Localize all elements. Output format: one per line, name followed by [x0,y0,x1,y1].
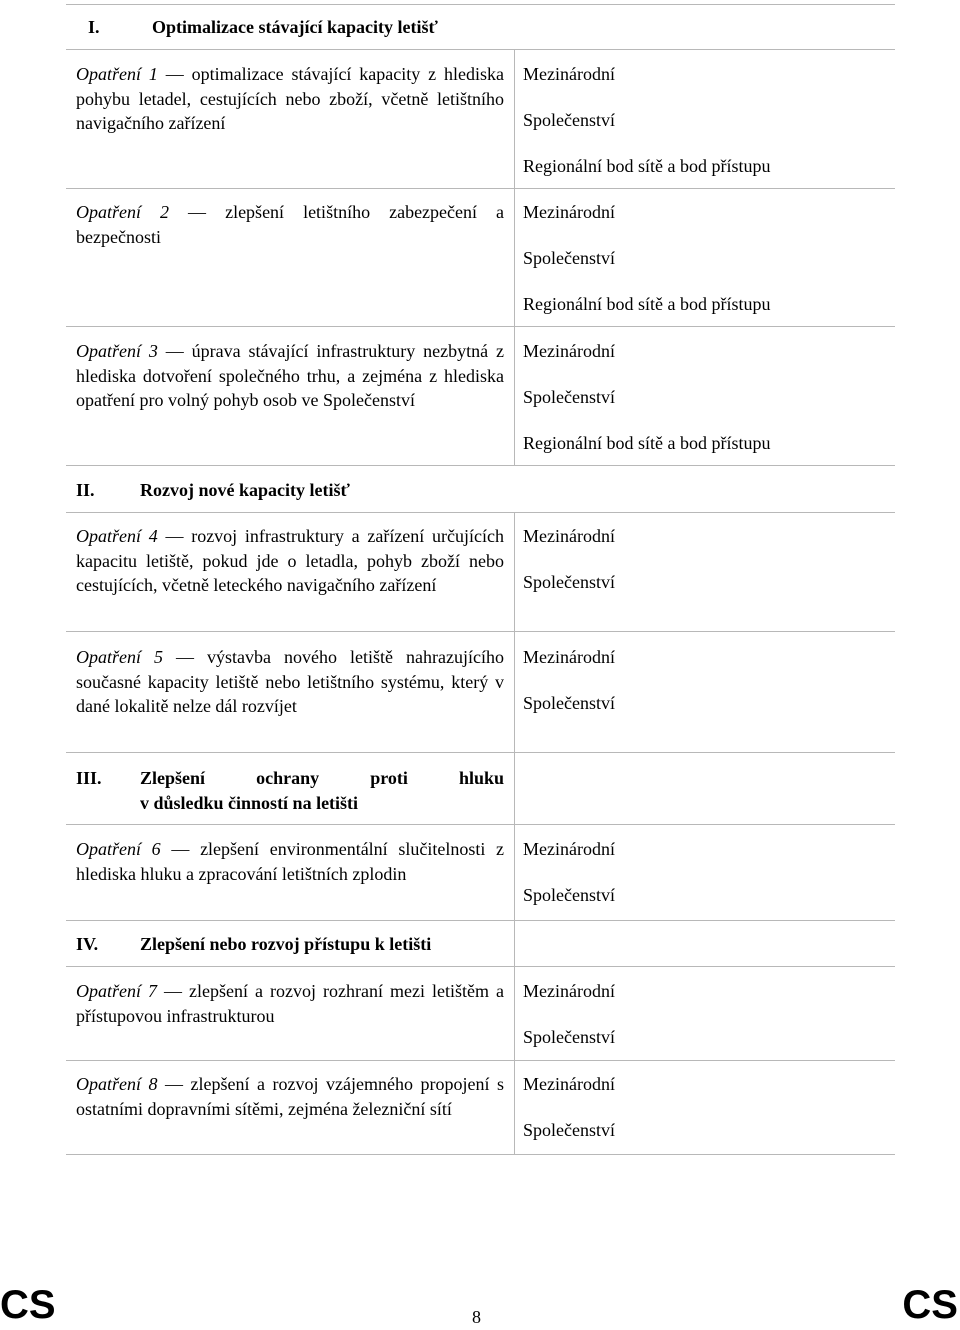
section-title-line: Zlepšení ochrany proti hluku [140,768,504,788]
measure-dash: — [165,64,184,84]
level-label: Regionální bod sítě a bod přístupu [523,156,771,176]
measure-text: optimalizace stávající kapacity z hlediska pohybu letadel, cestujících nebo zboží, včetně letištního navigačního zařízení [76,64,504,133]
measure-description [76,524,504,598]
table-rule [66,966,895,967]
measure-dash: — [176,647,195,667]
table-rule [66,512,895,513]
measure-dash: — [165,341,184,361]
measure-text: úprava stávající infrastruktury nezbytná z hlediska dotvoření společného trhu, a zejména z hlediska opatření pro volný pohyb osob ve Společenství [76,341,504,410]
level-label: Mezinárodní [523,341,615,361]
page-number: 8 [472,1307,481,1327]
measure-label: Opatření 6 [76,839,161,859]
section-number: II. [76,480,95,500]
measure-levels [523,524,883,616]
level-label: Společenství [523,693,615,713]
column-rule [514,512,515,1154]
table-rule [66,824,895,825]
measure-dash: — [164,981,183,1001]
section-title: Zlepšení nebo rozvoj přístupu k letišti [140,934,432,954]
section-title: Rozvoj nové kapacity letišť [140,480,350,500]
table-rule [66,752,895,753]
measure-description [76,62,504,136]
column-rule [514,49,515,465]
section-heading [76,766,506,816]
measure-description [76,645,504,719]
measure-label: Opatření 2 [76,202,170,222]
measure-levels [523,979,883,1071]
measure-levels [523,837,883,929]
footer-language-mark-left: CS [0,1283,56,1327]
measure-dash: — [171,839,190,859]
measure-label: Opatření 3 [76,341,158,361]
measure-levels [523,62,883,200]
section-title-line: v důsledku činností na letišti [140,792,359,813]
level-label: Regionální bod sítě a bod přístupu [523,433,771,453]
table-rule [66,4,895,5]
table-rule [66,49,895,50]
level-label: Společenství [523,248,615,268]
level-label: Mezinárodní [523,202,615,222]
level-label: Mezinárodní [523,526,615,546]
measure-text: rozvoj infrastruktury a zařízení určujících kapacitu letiště, pokud jde o letadla, pohyb zboží nebo cestujících, včetně leteckého navigačního zařízení [76,526,504,595]
measure-dash: — [165,526,184,546]
level-label: Společenství [523,1027,615,1047]
measure-dash: — [165,1074,184,1094]
measure-text: výstavba nového letiště nahrazujícího současné kapacity letiště nebo letištního systému, který v dané lokalitě nelze dál rozvíjet [76,647,505,716]
measure-description [76,837,504,886]
section-number: IV. [76,934,99,954]
level-label: Společenství [523,885,615,905]
measure-levels [523,645,883,737]
measure-text: zlepšení a rozvoj vzájemného propojení s ostatními dopravními sítěmi, zejména železniční sítí [76,1074,505,1119]
section-title: Optimalizace stávající kapacity letišť [152,17,438,37]
measure-description [76,200,504,249]
measure-dash: — [188,202,207,222]
measure-label: Opatření 5 [76,647,164,667]
level-label: Regionální bod sítě a bod přístupu [523,294,771,314]
level-label: Mezinárodní [523,1074,615,1094]
level-label: Mezinárodní [523,981,615,1001]
level-label: Mezinárodní [523,839,615,859]
footer-language-mark-right: CS [902,1283,958,1327]
level-label: Společenství [523,1120,615,1140]
measure-description [76,1072,504,1121]
level-label: Mezinárodní [523,647,615,667]
table-rule [66,631,895,632]
measure-text: zlepšení a rozvoj rozhraní mezi letištěm a přístupovou infrastrukturou [76,981,505,1026]
measure-description [76,339,504,413]
measure-label: Opatření 4 [76,526,158,546]
measure-label: Opatření 8 [76,1074,158,1094]
measure-text: zlepšení environmentální slučitelnosti z hlediska hluku a zpracování letištních zplodin [76,839,505,884]
level-label: Společenství [523,572,615,592]
measure-levels [523,339,883,477]
measure-label: Opatření 7 [76,981,158,1001]
section-number: I. [88,17,100,37]
measure-levels [523,200,883,338]
measure-levels [523,1072,883,1164]
measure-description [76,979,504,1028]
section-number: III. [76,768,102,788]
measure-text: zlepšení letištního zabezpečení a bezpečnosti [76,202,505,247]
measure-label: Opatření 1 [76,64,158,84]
level-label: Společenství [523,387,615,407]
level-label: Společenství [523,110,615,130]
level-label: Mezinárodní [523,64,615,84]
